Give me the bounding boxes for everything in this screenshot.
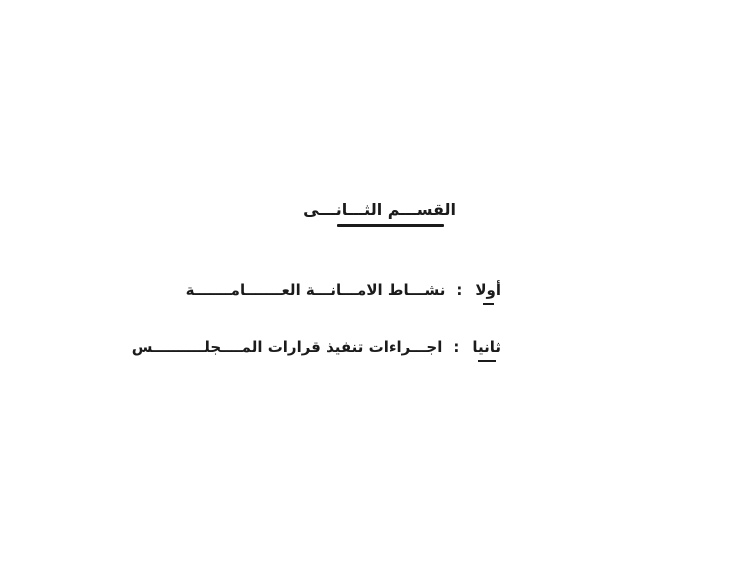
item-separator: :: [453, 338, 460, 356]
section-title-block: [303, 200, 456, 227]
title-underline: [337, 224, 444, 227]
item-term-label: ثانيا: [472, 338, 501, 356]
item-term-block: [472, 338, 501, 362]
item-separator: :: [456, 281, 463, 299]
section-title: القســـم الثـــانـــى: [303, 200, 456, 219]
item-term-label: أولا: [475, 281, 501, 299]
item-term-block: [475, 281, 501, 305]
term-underline: [478, 360, 496, 362]
list-item-first: [186, 281, 501, 305]
item-text: نشـــاط الامـــانـــة العـــــــامـــــــة: [185, 281, 446, 299]
item-text: اجـــراءات تنفيذ قرارات المــــجلــــــــــس: [131, 338, 443, 356]
term-underline: [483, 303, 494, 305]
list-item-second: [132, 338, 501, 362]
